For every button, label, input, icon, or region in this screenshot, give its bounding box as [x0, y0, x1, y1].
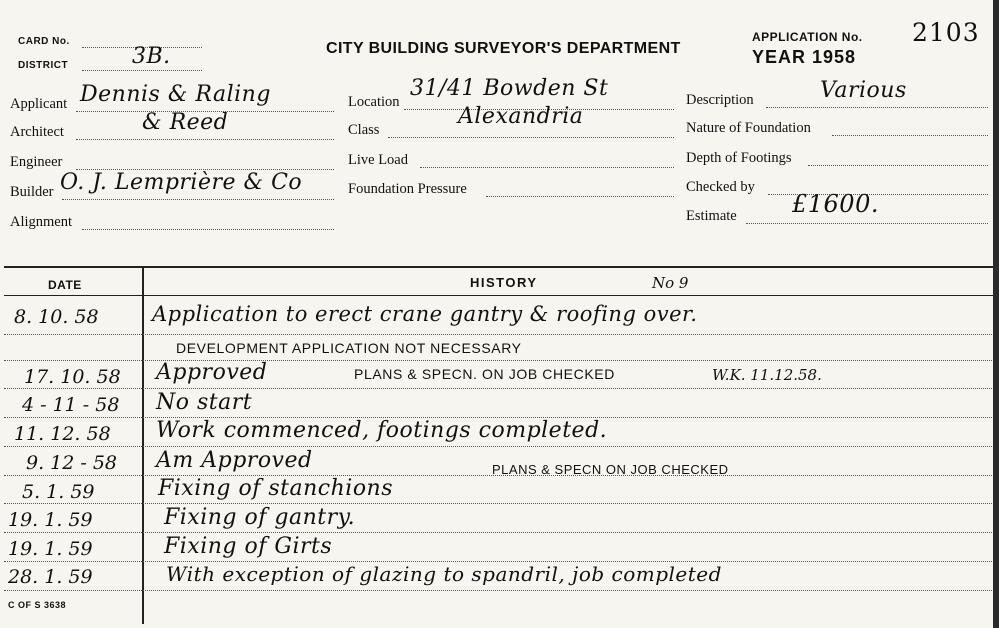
row-rule [4, 388, 996, 389]
nature-of-foundation-line [832, 135, 988, 136]
history-stamp: PLANS & SPECN. ON JOB CHECKED [354, 366, 615, 382]
row-rule [4, 503, 996, 504]
class-value: Alexandria [458, 104, 584, 129]
history-stamp: DEVELOPMENT APPLICATION NOT NECESSARY [176, 340, 522, 356]
history-top-rule [4, 266, 996, 268]
foundation-pressure-line [486, 196, 674, 197]
history-date: 17. 10. 58 [24, 366, 121, 388]
history-entry: Fixing of Girts [164, 534, 333, 559]
depth-of-footings-line [808, 165, 988, 166]
class-line [388, 137, 674, 138]
history-stamp: PLANS & SPECN ON JOB CHECKED [492, 462, 729, 477]
row-rule [4, 532, 996, 533]
history-entry: No start [156, 390, 253, 415]
applicant-label: Applicant [10, 96, 68, 112]
year-label: YEAR 1958 [752, 47, 857, 67]
history-date: 28. 1. 59 [8, 566, 93, 588]
history-date: 5. 1. 59 [22, 481, 95, 503]
history-note: W.K. 11.12.58. [712, 366, 822, 384]
row-rule [4, 334, 996, 335]
district-label: DISTRICT [18, 60, 69, 71]
location-label: Location [348, 94, 400, 110]
history-note: No 9 [652, 274, 689, 292]
foundation-pressure-label: Foundation Pressure [348, 181, 467, 197]
history-header-rule [4, 295, 996, 296]
class-label: Class [348, 122, 380, 138]
history-date: 8. 10. 58 [14, 306, 99, 328]
engineer-label: Engineer [10, 154, 63, 170]
date-header: DATE [48, 278, 82, 292]
description-value: Various [820, 78, 907, 103]
card-no-label: CARD No. [18, 36, 70, 47]
applicant-value: Dennis & Raling [80, 82, 271, 107]
application-no-label: APPLICATION No. [752, 30, 863, 44]
history-entry: Am Approved [156, 448, 313, 473]
history-date: 11. 12. 58 [14, 423, 111, 445]
estimate-label: Estimate [686, 208, 737, 224]
history-entry: Fixing of stanchions [158, 476, 394, 501]
architect-value: & Reed [142, 110, 229, 135]
history-entry: Work commenced, footings completed. [156, 418, 608, 443]
district-value: 3B. [132, 44, 171, 69]
location-value: 31/41 Bowden St [410, 76, 609, 101]
history-date: 19. 1. 59 [8, 538, 93, 560]
builder-value: O. J. Lemprière & Co [60, 170, 303, 195]
checked-by-label: Checked by [686, 179, 755, 195]
architect-line [76, 139, 334, 140]
history-entry: Application to erect crane gantry & roofing over. [152, 302, 698, 326]
live-load-line [420, 167, 674, 168]
history-header: HISTORY [470, 275, 538, 290]
form-code: C OF S 3638 [8, 600, 67, 610]
builder-label: Builder [10, 184, 54, 200]
live-load-label: Live Load [348, 152, 408, 168]
row-rule [4, 360, 996, 361]
alignment-line [82, 229, 334, 230]
district-line [82, 70, 202, 71]
depth-of-footings-label: Depth of Footings [686, 150, 792, 166]
card-edge [993, 0, 999, 628]
builder-line [62, 199, 334, 200]
alignment-label: Alignment [10, 214, 73, 230]
history-entry: With exception of glazing to spandril, job completed [166, 562, 722, 586]
estimate-line [746, 223, 988, 224]
history-entry: Fixing of gantry. [164, 505, 356, 530]
application-no: 2103 [912, 18, 980, 47]
history-entry: Approved [156, 360, 268, 385]
architect-label: Architect [10, 124, 64, 140]
history-date: 19. 1. 59 [8, 509, 93, 531]
history-date: 9. 12 - 58 [26, 452, 118, 474]
estimate-value: £1600. [792, 190, 879, 218]
description-line [766, 107, 988, 108]
row-rule [4, 446, 996, 447]
row-rule [4, 590, 996, 591]
department-title: CITY BUILDING SURVEYOR'S DEPARTMENT [326, 40, 681, 57]
nature-of-foundation-label: Nature of Foundation [686, 120, 811, 136]
history-date: 4 - 11 - 58 [22, 394, 120, 416]
description-label: Description [686, 92, 754, 108]
